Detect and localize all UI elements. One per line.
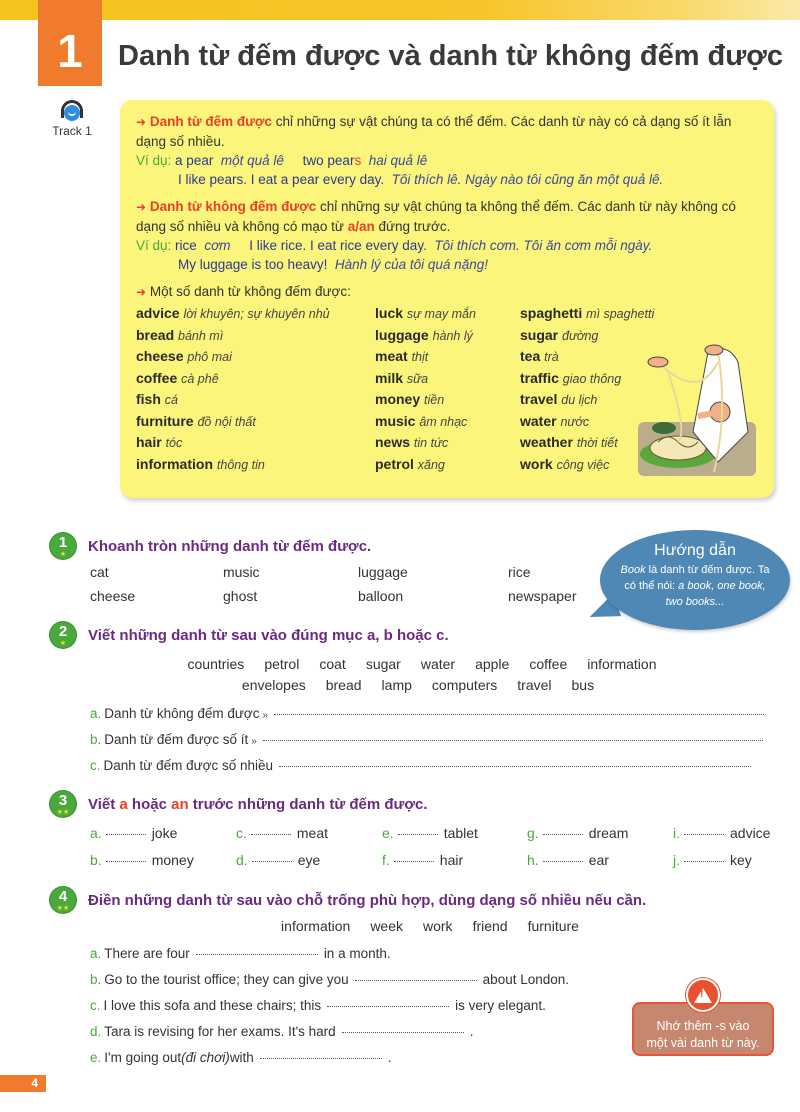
example-en: I like pears. I eat a pear every day. bbox=[178, 172, 385, 187]
list-item: furniture đồ nội thất bbox=[136, 412, 256, 429]
word-bank-item: coat bbox=[319, 656, 346, 672]
list-item: bread bánh mì bbox=[136, 326, 224, 343]
exercise-4-item-a: a. There are four in a month. bbox=[90, 946, 391, 961]
list-item: water nước bbox=[520, 412, 590, 429]
reminder-line-1: Nhớ thêm -s vào bbox=[656, 1019, 750, 1033]
word-bank-item: bread bbox=[325, 677, 362, 693]
countable-term: Danh từ đếm được bbox=[149, 114, 272, 129]
list-item: information thông tin bbox=[136, 455, 265, 472]
answer-line[interactable] bbox=[274, 714, 764, 715]
uncountable-example-1 bbox=[136, 236, 758, 255]
word-bank-item: information bbox=[281, 918, 351, 934]
page-number: 4 bbox=[0, 1075, 46, 1092]
top-color-band bbox=[0, 0, 800, 20]
arrow-icon: ➜ bbox=[136, 115, 147, 129]
example-vi: cơm bbox=[204, 238, 231, 253]
item-label: Danh từ không đếm được bbox=[104, 706, 260, 721]
exercise-title: Điền những danh từ sau vào chỗ trống phù hợp, dùng dạng số nhiều nếu cần. bbox=[88, 891, 647, 909]
unit-number-badge bbox=[38, 0, 102, 86]
list-item: music âm nhạc bbox=[375, 412, 468, 429]
article-item[interactable]: a. joke bbox=[90, 825, 178, 841]
circle-word-option[interactable]: balloon bbox=[358, 588, 404, 604]
list-item: petrol xăng bbox=[375, 455, 445, 472]
exercise-2-header bbox=[50, 622, 449, 648]
article-item[interactable]: b. money bbox=[90, 852, 194, 868]
word-bank-item: friend bbox=[472, 918, 508, 934]
list-item: sugar đường bbox=[520, 326, 599, 343]
word-bank-item: furniture bbox=[527, 918, 579, 934]
word-bank-item: envelopes bbox=[241, 677, 306, 693]
uncountable-desc-3: đứng trước. bbox=[374, 219, 451, 234]
uncountable-example-2 bbox=[136, 255, 758, 274]
answer-line[interactable] bbox=[279, 766, 751, 767]
word-bank-item: sugar bbox=[365, 656, 401, 672]
example-label: Ví dụ: bbox=[136, 153, 172, 168]
circle-word-option[interactable]: rice bbox=[508, 564, 531, 580]
exercise-4-item-d: d. Tara is revising for her exams. It's hard . bbox=[90, 1024, 474, 1039]
list-item: traffic giao thông bbox=[520, 369, 622, 386]
example-vi: Tôi thích lê. Ngày nào tôi cũng ăn một quả lê. bbox=[391, 172, 664, 187]
answer-blank[interactable] bbox=[196, 954, 318, 955]
example-en: I like rice. I eat rice every day. bbox=[249, 238, 427, 253]
list-item: hair tóc bbox=[136, 434, 183, 450]
star-icon: ★ bbox=[59, 551, 67, 558]
exercise-number-badge: 1 ★ bbox=[50, 533, 76, 559]
tip-speech-bubble bbox=[600, 530, 790, 630]
exercise-2-word-bank-row-2 bbox=[18, 677, 800, 693]
list-intro-text: Một số danh từ không đếm được: bbox=[149, 284, 351, 299]
countable-definition bbox=[136, 112, 758, 151]
answer-blank[interactable] bbox=[260, 1058, 382, 1059]
star-icon: ★★ bbox=[56, 809, 70, 816]
audio-track-button[interactable] bbox=[44, 100, 100, 138]
list-item: money tiền bbox=[375, 391, 445, 407]
example-en: My luggage is too heavy! bbox=[178, 257, 328, 272]
uncountable-definition bbox=[136, 197, 758, 236]
example-en: a pear bbox=[175, 153, 214, 168]
list-item: work công việc bbox=[520, 455, 610, 472]
page-title: Danh từ đếm được và danh từ không đếm được bbox=[118, 40, 784, 72]
list-item: coffee cà phê bbox=[136, 369, 219, 386]
tip-title: Hướng dẫn bbox=[654, 542, 736, 559]
article-item[interactable]: h. ear bbox=[527, 852, 609, 868]
headphones-icon bbox=[59, 100, 85, 122]
countable-desc-2: dạng số nhiều. bbox=[136, 134, 225, 149]
circle-word-option[interactable]: music bbox=[223, 564, 260, 580]
example-en: rice bbox=[175, 238, 197, 253]
noun-column-2 bbox=[375, 304, 520, 476]
article-item[interactable]: c. meat bbox=[236, 825, 329, 841]
list-item: cheese phô mai bbox=[136, 348, 232, 364]
item-label: Danh từ đếm được số nhiều bbox=[103, 758, 274, 773]
exercise-4-item-b: b. Go to the tourist office; they can give you about London. bbox=[90, 972, 570, 987]
article-item[interactable]: g. dream bbox=[527, 825, 629, 841]
exercise-title: Viết những danh từ sau vào đúng mục a, b hoặc c. bbox=[88, 626, 449, 644]
word-bank-item: work bbox=[423, 918, 453, 934]
list-item: spaghetti mì spaghetti bbox=[520, 305, 655, 321]
exercise-number-badge: 2 ★ bbox=[50, 622, 76, 648]
answer-blank[interactable] bbox=[355, 980, 477, 981]
double-arrow-icon: » bbox=[251, 736, 257, 747]
exercise-4-item-e: e. I'm going out (đi chơi) with . bbox=[90, 1050, 392, 1065]
countable-example-1 bbox=[136, 151, 758, 170]
countable-example-2 bbox=[136, 170, 758, 189]
answer-blank[interactable] bbox=[342, 1032, 464, 1033]
list-item: advice lời khuyên; sự khuyên nhủ bbox=[136, 305, 330, 321]
list-item: travel du lịch bbox=[520, 391, 598, 407]
uncountable-desc-2: dạng số nhiều và không có mạo từ bbox=[136, 219, 348, 234]
exercise-2-item-a bbox=[90, 706, 764, 721]
noun-list-intro bbox=[136, 282, 758, 302]
circle-word-option[interactable]: cheese bbox=[90, 588, 136, 604]
word-bank-item: travel bbox=[517, 677, 552, 693]
example-vi: hai quả lê bbox=[368, 153, 428, 168]
item-label: Danh từ đếm được số ít bbox=[104, 732, 249, 747]
word-bank-item: computers bbox=[431, 677, 498, 693]
noun-column-1 bbox=[136, 304, 375, 476]
exercise-title: Khoanh tròn những danh từ đếm được. bbox=[88, 537, 372, 555]
word-bank-item: information bbox=[587, 656, 657, 672]
word-bank-item: apple bbox=[475, 656, 510, 672]
list-item: milk sữa bbox=[375, 369, 429, 386]
star-icon: ★ bbox=[59, 640, 67, 647]
exercise-title: Viết a hoặc an trước những danh từ đếm được. bbox=[88, 795, 428, 813]
exercise-4-word-bank bbox=[30, 918, 800, 934]
circle-word-option[interactable]: newspaper bbox=[508, 588, 577, 604]
exclamation-mark: ! bbox=[700, 988, 704, 1000]
article-item[interactable]: e. tablet bbox=[382, 825, 478, 841]
list-item: meat thịt bbox=[375, 348, 429, 364]
arrow-icon: ➜ bbox=[136, 285, 147, 299]
uncountable-term: Danh từ không đếm được bbox=[149, 199, 317, 214]
list-item: news tin tức bbox=[375, 434, 449, 450]
word-bank-item: petrol bbox=[264, 656, 300, 672]
item-letter: a. bbox=[90, 706, 102, 721]
uncountable-desc: chỉ những sự vật chúng ta không thể đếm. Các danh từ này không có bbox=[316, 199, 736, 214]
item-letter: b. bbox=[90, 732, 102, 747]
word-bank-item: coffee bbox=[529, 656, 568, 672]
example-en: two pear bbox=[302, 153, 355, 168]
answer-line[interactable] bbox=[263, 740, 763, 741]
circle-word-option[interactable]: ghost bbox=[223, 588, 258, 604]
word-bank-item: week bbox=[370, 918, 403, 934]
example-label: Ví dụ: bbox=[136, 238, 172, 253]
example-vi: Tôi thích cơm. Tôi ăn cơm mỗi ngày. bbox=[434, 238, 653, 253]
list-item: tea trà bbox=[520, 348, 559, 364]
chef-spaghetti-illustration bbox=[638, 342, 756, 476]
exercise-4-item-c: c. I love this sofa and these chairs; this is very elegant. bbox=[90, 998, 546, 1013]
list-item: luck sự may mắn bbox=[375, 305, 476, 321]
article-term: a/an bbox=[347, 219, 375, 234]
plural-suffix: s bbox=[354, 153, 362, 168]
unit-number: 1 bbox=[57, 25, 83, 77]
list-item: weather thời tiết bbox=[520, 434, 618, 450]
exercise-4-header bbox=[50, 887, 646, 913]
item-letter: c. bbox=[90, 758, 101, 773]
word-bank-item: countries bbox=[187, 656, 245, 672]
answer-blank[interactable] bbox=[327, 1006, 449, 1007]
article-item[interactable]: f. hair bbox=[382, 852, 464, 868]
circle-word-option[interactable]: cat bbox=[90, 564, 109, 580]
example-vi: Hành lý của tôi quá nặng! bbox=[334, 257, 488, 272]
reminder-line-2: một vài danh từ này. bbox=[646, 1036, 760, 1050]
word-bank-item: bus bbox=[571, 677, 595, 693]
exercise-2-item-c bbox=[90, 758, 751, 773]
word-bank-item: lamp bbox=[381, 677, 412, 693]
example-vi: một quả lê bbox=[220, 153, 284, 168]
tip-body: Book là danh từ đếm được. Ta có thể nói: a book, one book, two books... bbox=[620, 564, 770, 608]
article-item[interactable]: i. advice bbox=[673, 825, 771, 841]
exercise-2-word-bank-row-1 bbox=[22, 656, 800, 672]
exercise-2-item-b bbox=[90, 732, 763, 747]
star-icon: ★★ bbox=[56, 905, 70, 912]
double-arrow-icon: » bbox=[262, 710, 269, 721]
exercise-number-badge: 4 ★★ bbox=[50, 887, 76, 913]
arrow-icon: ➜ bbox=[136, 200, 147, 214]
countable-desc: chỉ những sự vật chúng ta có thể đếm. Các danh từ này có cả dạng số ít lẫn bbox=[272, 114, 732, 129]
track-label: Track 1 bbox=[52, 124, 92, 138]
exercise-1-header bbox=[50, 533, 371, 559]
word-bank-item: water bbox=[420, 656, 456, 672]
exercise-number-badge: 3 ★★ bbox=[50, 791, 76, 817]
article-item[interactable]: j. key bbox=[673, 852, 752, 868]
list-item: fish cá bbox=[136, 391, 178, 407]
circle-word-option[interactable]: luggage bbox=[358, 564, 408, 580]
exercise-3-header bbox=[50, 791, 428, 817]
article-item[interactable]: d. eye bbox=[236, 852, 321, 868]
list-item: luggage hành lý bbox=[375, 326, 473, 343]
